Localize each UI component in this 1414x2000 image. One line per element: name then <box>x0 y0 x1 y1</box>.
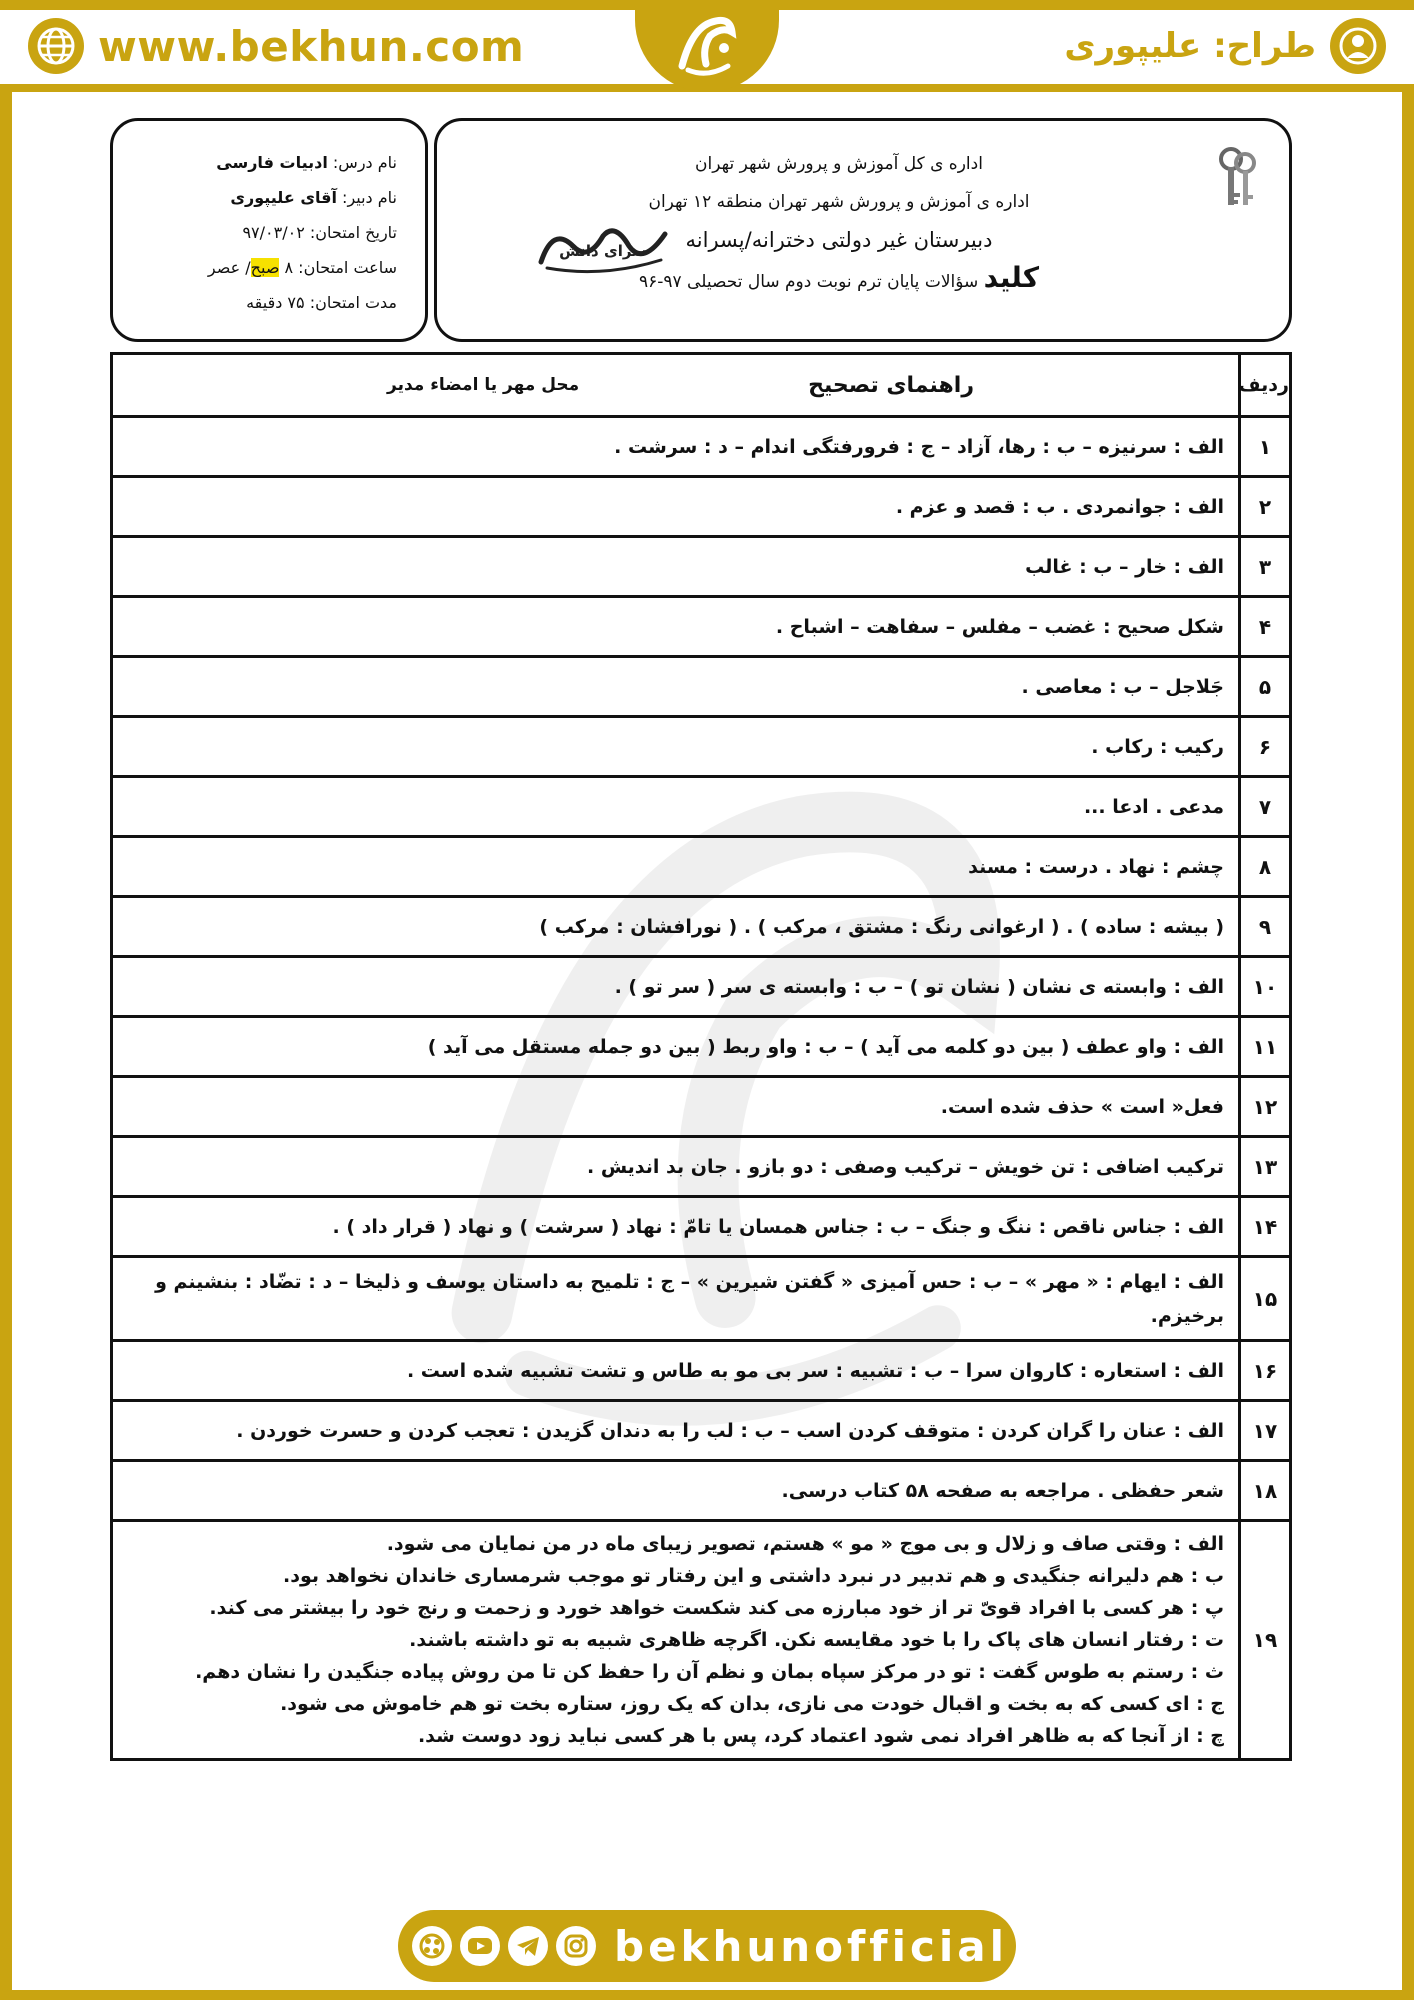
row-number: ۴ <box>1240 597 1291 657</box>
stamp-label: محل مهر یا امضاء مدیر <box>387 375 580 395</box>
row-number: ۱۹ <box>1240 1521 1291 1760</box>
table-row <box>112 957 1291 1017</box>
site-link[interactable] <box>28 18 524 74</box>
answer-text: ( بیشه : ساده ) . ( ارغوانی رنگ : مشتق ، مرکب ) . ( نورافشان : مرکب ) <box>112 897 1240 957</box>
row-number: ۱۵ <box>1240 1257 1291 1341</box>
answer-text: چشم : نهاد . درست : مسند <box>112 837 1240 897</box>
exam-time: ساعت امتحان: ۸ صبح/ عصر <box>207 258 397 277</box>
table-row <box>112 1341 1291 1401</box>
social-footer[interactable] <box>398 1910 1016 1982</box>
bottom-border <box>0 1990 1414 2000</box>
answer-line: ث : رستم به طوس گفت : تو در مرکز سپاه بمان و نظم آن را حفظ کن تا من روش پیاده جنگیدن را نشان دهم. <box>195 1661 1224 1683</box>
answer-text: الف : عنان را گران کردن : متوقف کردن اسب – ب : لب را به دندان گزیدن : تعجب کردن و حسرت خوردن . <box>112 1401 1240 1461</box>
answer-text: مدعی . ادعا ... <box>112 777 1240 837</box>
row-number: ۹ <box>1240 897 1291 957</box>
youtube-icon[interactable] <box>460 1926 500 1966</box>
user-icon <box>1330 18 1386 74</box>
col-guide-header <box>112 354 1240 417</box>
answer-line: ب : هم دلیرانه جنگیدی و هم تدبیر در نبرد داشتی و این رفتار تو موجب شرمساری خاندان نخواهد بود. <box>283 1565 1224 1587</box>
site-url: www.bekhun.com <box>98 21 525 71</box>
row-number: ۱۳ <box>1240 1137 1291 1197</box>
org-line-2: اداره ی آموزش و پرورش شهر تهران منطقه ۱۲ تهران <box>648 192 1030 212</box>
answer-line: پ : هر کسی با افراد قویّ تر از خود مبارزه می کند شکست خواهد خورد و زحمت و رنج خود را بیشتر می کند. <box>209 1597 1224 1619</box>
school-logo <box>533 216 673 276</box>
designer-credit <box>1064 18 1386 74</box>
table-row <box>112 1401 1291 1461</box>
answer-text: الف : جناس ناقص : ننگ و جنگ – ب : جناس همسان یا تامّ : نهاد ( سرشت ) و نهاد ( قرار داد ) . <box>112 1197 1240 1257</box>
row-number: ۱۷ <box>1240 1401 1291 1461</box>
table-row <box>112 1017 1291 1077</box>
exam-date: تاریخ امتحان: ۹۷/۰۳/۰۲ <box>242 223 397 242</box>
answer-key-label: کلید <box>983 261 1039 294</box>
table-header <box>112 354 1291 417</box>
answer-line: چ : از آنجا که به ظاهر افراد نمی شود اعتماد کرد، پس با هر کسی نباید زود دوست شد. <box>417 1725 1224 1747</box>
table-row <box>112 897 1291 957</box>
answer-text: رکیب : رکاب . <box>112 717 1240 777</box>
row-number: ۱۴ <box>1240 1197 1291 1257</box>
table-row <box>112 1197 1291 1257</box>
svg-text:سرای دانش: سرای دانش <box>559 242 647 260</box>
answer-text: فعل« است » حذف شده است. <box>112 1077 1240 1137</box>
table-row <box>112 417 1291 477</box>
table-row <box>112 597 1291 657</box>
answer-text: الف : ایهام : « مهر » – ب : حس آمیزی « گفتن شیرین » – ج : تلمیح به داستان یوسف و ذلیخا – د : تضّاد : بنشینم و برخیزم. <box>112 1257 1240 1341</box>
row-number: ۷ <box>1240 777 1291 837</box>
course-name: ادبیات فارسی <box>216 153 328 172</box>
answer-text: الف : وابسته ی نشان ( نشان تو ) – ب : وابسته ی سر ( سر تو ) . <box>112 957 1240 1017</box>
answer-text: شکل صحیح : غضب – مفلس – سفاهت – اشباح . <box>112 597 1240 657</box>
row-number: ۱۰ <box>1240 957 1291 1017</box>
time-highlight: صبح <box>250 258 280 277</box>
guide-title: راهنمای تصحیح <box>808 372 974 398</box>
telegram-icon[interactable] <box>508 1926 548 1966</box>
exam-info-box <box>110 118 428 342</box>
answer-text: الف : واو عطف ( بین دو کلمه می آید ) – ب : واو ربط ( بین دو جمله مستقل می آید ) <box>112 1017 1240 1077</box>
school-box <box>434 118 1292 342</box>
table-row <box>112 657 1291 717</box>
row-number: ۱۸ <box>1240 1461 1291 1521</box>
designer-name: طراح: علیپوری <box>1064 26 1316 66</box>
row-number: ۱ <box>1240 417 1291 477</box>
row-number: ۱۱ <box>1240 1017 1291 1077</box>
course-row: نام درس: ادبیات فارسی <box>216 153 397 172</box>
answer-text: جَلاجل – ب : معاصی . <box>112 657 1240 717</box>
table-row <box>112 1461 1291 1521</box>
answer-text-multiline <box>112 1521 1240 1760</box>
school-name: دبیرستان غیر دولتی دخترانه/پسرانه <box>685 228 993 252</box>
teacher-name: آقای علیپوری <box>230 188 337 207</box>
answer-text: شعر حفظی . مراجعه به صفحه ۵۸ کتاب درسی. <box>112 1461 1240 1521</box>
answer-text: الف : خار – ب : غالب <box>112 537 1240 597</box>
table-row <box>112 777 1291 837</box>
instagram-icon[interactable] <box>556 1926 596 1966</box>
answer-line: الف : وقتی صاف و زلال و بی موج « مو » هستم، تصویر زیبای ماه در من نمایان می شود. <box>386 1533 1224 1555</box>
answer-text: الف : استعاره : کاروان سرا – ب : تشبیه : سر بی مو به طاس و تشت تشبیه شده است . <box>112 1341 1240 1401</box>
table-row <box>112 1077 1291 1137</box>
row-number: ۵ <box>1240 657 1291 717</box>
table-row <box>112 1521 1291 1760</box>
answer-text: الف : سرنیزه – ب : رها، آزاد – ج : فرورفتگی اندام – د : سرشت . <box>112 417 1240 477</box>
table-row <box>112 717 1291 777</box>
col-row-header: ردیف <box>1240 354 1291 417</box>
globe-icon <box>28 18 84 74</box>
row-number: ۳ <box>1240 537 1291 597</box>
table-row <box>112 477 1291 537</box>
top-banner <box>0 0 1414 92</box>
social-handle: bekhunofficial <box>614 1921 1009 1971</box>
answer-key-table <box>110 352 1292 1761</box>
table-row <box>112 537 1291 597</box>
row-number: ۸ <box>1240 837 1291 897</box>
teacher-row: نام دبیر: آقای علیپوری <box>230 188 397 207</box>
row-number: ۱۶ <box>1240 1341 1291 1401</box>
answer-line: ج : ای کسی که به بخت و اقبال خودت می نازی، بدان که یک روز، ستاره بخت تو هم خاموش می شود. <box>280 1693 1224 1715</box>
keys-icon <box>1215 145 1259 211</box>
row-number: ۲ <box>1240 477 1291 537</box>
org-line-1: اداره ی کل آموزش و پرورش شهر تهران <box>695 154 983 174</box>
exam-duration: مدت امتحان: ۷۵ دقیقه <box>246 293 397 312</box>
table-row <box>112 1137 1291 1197</box>
answer-line: ت : رفتار انسان های پاک را با خود مقایسه نکن. اگرچه ظاهری شبیه به تو داشته باشند. <box>409 1629 1224 1651</box>
answer-text: ترکیب اضافی : تن خویش – ترکیب وصفی : دو بازو . جان بد اندیش . <box>112 1137 1240 1197</box>
aparat-icon[interactable] <box>412 1926 452 1966</box>
table-row <box>112 1257 1291 1341</box>
row-number: ۱۲ <box>1240 1077 1291 1137</box>
answer-text: الف : جوانمردی . ب : قصد و عزم . <box>112 477 1240 537</box>
row-number: ۶ <box>1240 717 1291 777</box>
table-row <box>112 837 1291 897</box>
exam-title: کلید سؤالات پایان ترم نوبت دوم سال تحصیلی ۹۷-۹۶ <box>638 261 1039 294</box>
bekhun-logo <box>635 0 779 92</box>
